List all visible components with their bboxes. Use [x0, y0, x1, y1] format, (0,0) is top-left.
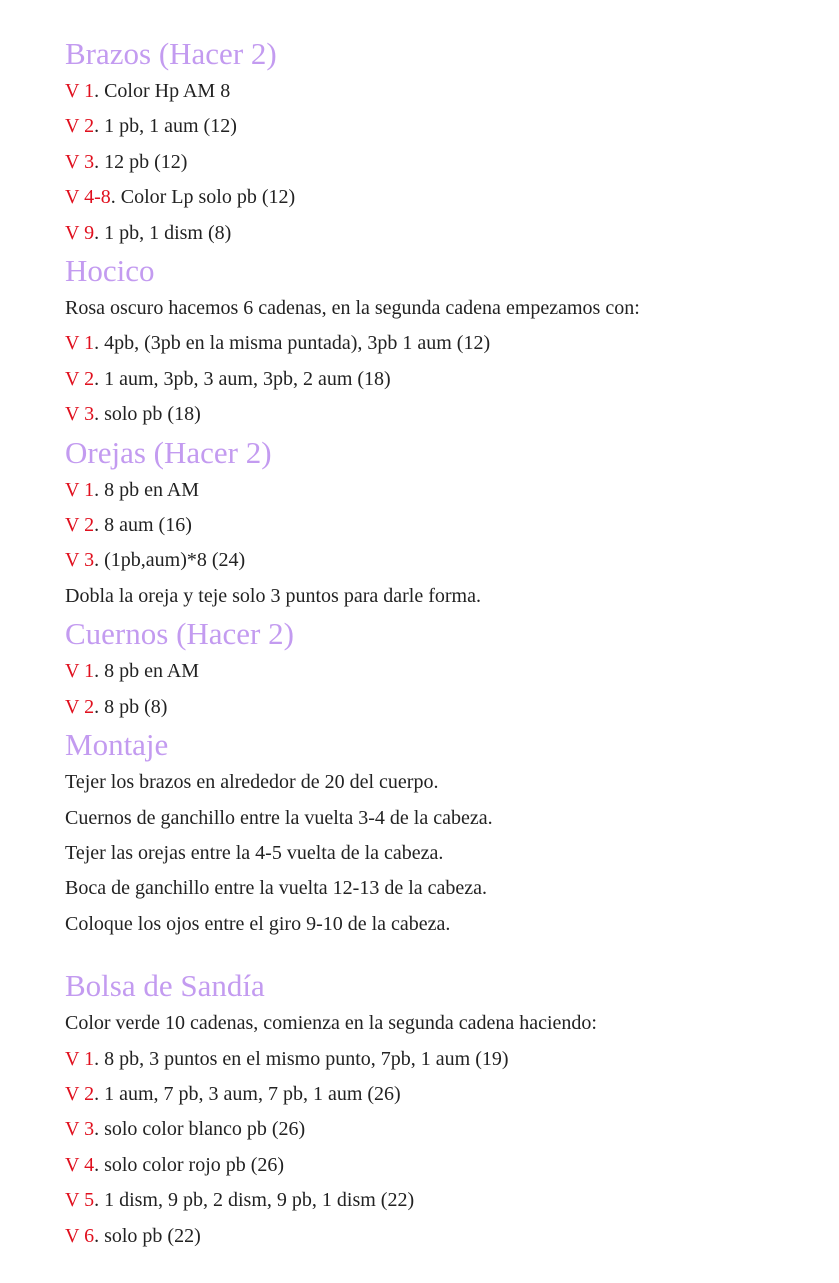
round-instruction: [65, 1112, 785, 1147]
instruction-note: [65, 801, 785, 836]
round-instruction: [65, 690, 785, 725]
instruction-note: [65, 579, 785, 614]
round-label: V 6: [65, 1224, 95, 1247]
round-instruction: [65, 508, 785, 543]
round-instruction: [65, 397, 785, 432]
round-instruction: [65, 1077, 785, 1112]
round-instruction: [65, 1219, 785, 1254]
instruction-text: . Color Hp AM 8: [94, 80, 231, 102]
instruction-text: . solo pb (18): [94, 403, 201, 426]
instruction-text: . 8 aum (16): [94, 514, 192, 537]
round-label: V 2: [65, 115, 95, 138]
instruction-text: . 8 pb, 3 puntos en el mismo punto, 7pb, 1 aum (19): [94, 1047, 509, 1070]
instruction-text: . 8 pb en AM: [94, 660, 200, 683]
round-instruction: [65, 1183, 785, 1218]
round-instruction: [65, 654, 785, 689]
round-label: V 9: [65, 221, 95, 244]
round-label: V 2: [65, 695, 95, 718]
round-instruction: [65, 216, 785, 251]
instruction-text: . 1 pb, 1 aum (12): [94, 115, 237, 138]
round-label: V 1: [65, 332, 95, 355]
instruction-text: . 1 pb, 1 dism (8): [94, 221, 232, 244]
round-instruction: [65, 145, 785, 180]
instruction-text: . 1 dism, 9 pb, 2 dism, 9 pb, 1 dism (22): [94, 1189, 415, 1212]
round-label: V 3: [65, 403, 95, 426]
instruction-text: Cuernos de ganchillo entre la vuelta 3-4 de la cabeza.: [65, 806, 493, 829]
round-label: V 3: [65, 1118, 95, 1141]
instruction-text: Tejer los brazos en alrededor de 20 del cuerpo.: [65, 771, 439, 794]
round-label: V 1: [65, 478, 95, 501]
round-label: V 2: [65, 367, 95, 390]
instruction-text: Tejer las orejas entre la 4-5 vuelta de la cabeza.: [65, 841, 444, 864]
section-heading: Orejas (Hacer 2): [65, 434, 272, 470]
instruction-text: . solo color blanco pb (26): [94, 1118, 306, 1141]
round-label: V 1: [65, 660, 95, 683]
instruction-text: Coloque los ojos entre el giro 9-10 de la cabeza.: [65, 912, 451, 935]
round-label: V 4-8: [65, 186, 111, 209]
round-label: V 2: [65, 1082, 95, 1105]
round-label: V 3: [65, 549, 95, 572]
instruction-text: . solo pb (22): [94, 1224, 201, 1247]
round-label: V 4: [65, 1153, 95, 1176]
instruction-note: [65, 765, 785, 800]
round-label: V 5: [65, 1189, 95, 1212]
instruction-text: Color verde 10 cadenas, comienza en la segunda cadena haciendo:: [65, 1012, 597, 1035]
pattern-document: [65, 34, 785, 1254]
round-instruction: [65, 74, 785, 109]
instruction-text: . (1pb,aum)*8 (24): [94, 549, 246, 572]
instruction-text: . 4pb, (3pb en la misma puntada), 3pb 1 aum (12): [94, 332, 491, 355]
instruction-note: [65, 836, 785, 871]
instruction-text: . 8 pb (8): [94, 695, 168, 718]
round-instruction: [65, 543, 785, 578]
instruction-text: . Color Lp solo pb (12): [110, 186, 296, 209]
instruction-text: Rosa oscuro hacemos 6 cadenas, en la segunda cadena empezamos con:: [65, 297, 640, 320]
instruction-text: . 1 aum, 7 pb, 3 aum, 7 pb, 1 aum (26): [94, 1082, 401, 1105]
section-heading: Brazos (Hacer 2): [65, 36, 277, 71]
round-instruction: [65, 180, 785, 215]
instruction-text: Dobla la oreja y teje solo 3 puntos para darle forma.: [65, 584, 481, 607]
pattern-section: [65, 614, 785, 725]
round-instruction: [65, 1148, 785, 1183]
instruction-text: Boca de ganchillo entre la vuelta 12-13 de la cabeza.: [65, 877, 488, 900]
instruction-text: . solo color rojo pb (26): [94, 1153, 285, 1176]
instruction-text: . 12 pb (12): [94, 150, 188, 173]
instruction-note: [65, 907, 785, 942]
section-spacer: [65, 942, 785, 966]
section-heading: Bolsa de Sandía: [65, 968, 265, 1004]
round-instruction: [65, 109, 785, 144]
round-instruction: [65, 1042, 785, 1077]
instruction-text: . 8 pb en AM: [94, 478, 200, 501]
round-instruction: [65, 362, 785, 397]
round-label: V 2: [65, 514, 95, 537]
pattern-section: [65, 251, 785, 433]
round-label: V 3: [65, 150, 95, 173]
round-label: V 1: [65, 80, 95, 102]
instruction-note: [65, 871, 785, 906]
section-heading: Montaje: [65, 727, 169, 763]
pattern-section: [65, 966, 785, 1254]
section-heading: Cuernos (Hacer 2): [65, 616, 294, 652]
pattern-section: [65, 34, 785, 251]
round-label: V 1: [65, 1047, 95, 1070]
instruction-note: [65, 291, 785, 326]
round-instruction: [65, 473, 785, 508]
section-heading: Hocico: [65, 253, 155, 289]
round-instruction: [65, 326, 785, 361]
pattern-section: [65, 725, 785, 942]
instruction-text: . 1 aum, 3pb, 3 aum, 3pb, 2 aum (18): [94, 367, 391, 390]
pattern-section: [65, 433, 785, 615]
instruction-note: [65, 1006, 785, 1041]
